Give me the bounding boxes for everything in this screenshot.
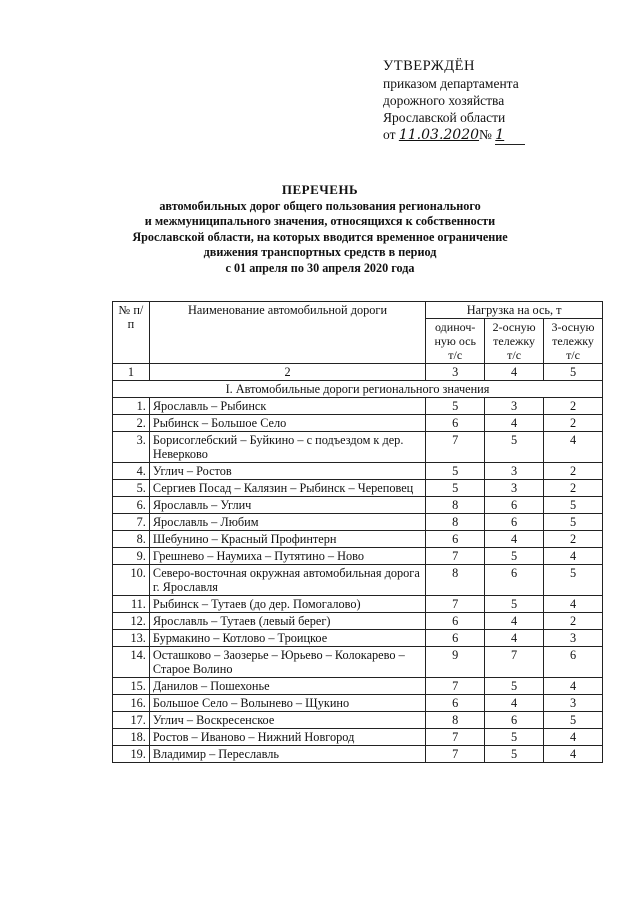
approval-dateline — [383, 126, 623, 145]
load-triple-axle: 4 — [544, 729, 603, 746]
table-row — [113, 531, 603, 548]
load-single-axle: 6 — [426, 531, 485, 548]
load-single-axle: 7 — [426, 432, 485, 463]
road-name: Ярославль – Тутаев (левый берег) — [149, 613, 425, 630]
table-row — [113, 712, 603, 729]
column-number: 1 — [113, 364, 150, 381]
header-triple: 3-осную тележку т/с — [544, 319, 603, 364]
load-triple-axle: 2 — [544, 415, 603, 432]
load-double-axle: 5 — [485, 432, 544, 463]
load-single-axle: 7 — [426, 746, 485, 763]
table-row — [113, 548, 603, 565]
load-single-axle: 7 — [426, 678, 485, 695]
load-double-axle: 6 — [485, 514, 544, 531]
load-double-axle: 3 — [485, 480, 544, 497]
load-triple-axle: 2 — [544, 531, 603, 548]
row-number: 3. — [113, 432, 150, 463]
approval-stamp — [383, 58, 623, 145]
road-name: Бурмакино – Котлово – Троицкое — [149, 630, 425, 647]
load-triple-axle: 4 — [544, 432, 603, 463]
row-number: 1. — [113, 398, 150, 415]
road-name: Рыбинск – Большое Село — [149, 415, 425, 432]
date-prefix: от — [383, 127, 396, 142]
road-name: Осташково – Заозерье – Юрьево – Колокарево – Старое Волино — [149, 647, 425, 678]
table-row — [113, 565, 603, 596]
approval-line-order: приказом департамента — [383, 76, 519, 91]
approval-heading: УТВЕРЖДЁН — [383, 58, 475, 74]
table-row — [113, 514, 603, 531]
header-single: одиноч-ную ось т/с — [426, 319, 485, 364]
load-single-axle: 7 — [426, 729, 485, 746]
load-single-axle: 7 — [426, 596, 485, 613]
road-name: Шебунино – Красный Профинтерн — [149, 531, 425, 548]
row-number: 2. — [113, 415, 150, 432]
column-number: 5 — [544, 364, 603, 381]
load-double-axle: 7 — [485, 647, 544, 678]
road-name: Сергиев Посад – Калязин – Рыбинск – Череповец — [149, 480, 425, 497]
load-triple-axle: 3 — [544, 695, 603, 712]
load-single-axle: 9 — [426, 647, 485, 678]
header-load: Нагрузка на ось, т — [426, 302, 603, 319]
column-number: 4 — [485, 364, 544, 381]
load-double-axle: 4 — [485, 630, 544, 647]
load-triple-axle: 4 — [544, 678, 603, 695]
title-line: Ярославской области, на которых вводится временное ограничение — [132, 229, 508, 244]
table-row — [113, 613, 603, 630]
table-row — [113, 729, 603, 746]
table-row — [113, 398, 603, 415]
load-triple-axle: 3 — [544, 630, 603, 647]
column-number: 3 — [426, 364, 485, 381]
load-triple-axle: 2 — [544, 613, 603, 630]
load-double-axle: 5 — [485, 746, 544, 763]
title-line: с 01 апреля по 30 апреля 2020 года — [225, 260, 415, 275]
header-num: № п/п — [113, 302, 150, 364]
section-heading: I. Автомобильные дороги регионального значения — [113, 381, 603, 398]
load-triple-axle: 4 — [544, 596, 603, 613]
load-double-axle: 5 — [485, 548, 544, 565]
load-single-axle: 6 — [426, 613, 485, 630]
table-row — [113, 497, 603, 514]
row-number: 14. — [113, 647, 150, 678]
load-single-axle: 5 — [426, 463, 485, 480]
row-number: 18. — [113, 729, 150, 746]
road-name: Данилов – Пошехонье — [149, 678, 425, 695]
number-label: № — [479, 127, 492, 142]
row-number: 12. — [113, 613, 150, 630]
approval-number: 1 — [495, 127, 505, 143]
road-name: Борисоглебский – Буйкино – с подъездом к дер. Неверково — [149, 432, 425, 463]
load-triple-axle: 5 — [544, 497, 603, 514]
road-name: Ростов – Иваново – Нижний Новгород — [149, 729, 425, 746]
load-double-axle: 3 — [485, 398, 544, 415]
load-double-axle: 5 — [485, 596, 544, 613]
table-row — [113, 432, 603, 463]
table-row — [113, 630, 603, 647]
load-double-axle: 3 — [485, 463, 544, 480]
row-number: 4. — [113, 463, 150, 480]
road-name: Владимир – Переславль — [149, 746, 425, 763]
road-name: Северо-восточная окружная автомобильная дорога г. Ярославля — [149, 565, 425, 596]
table-row — [113, 480, 603, 497]
approval-line-department: дорожного хозяйства — [383, 93, 505, 108]
road-name: Углич – Воскресенское — [149, 712, 425, 729]
road-name: Большое Село – Волынево – Щукино — [149, 695, 425, 712]
load-double-axle: 4 — [485, 531, 544, 548]
load-double-axle: 5 — [485, 729, 544, 746]
table-row — [113, 678, 603, 695]
table-row — [113, 746, 603, 763]
table-row — [113, 415, 603, 432]
approval-date: 11.03.2020 — [398, 127, 480, 143]
row-number: 17. — [113, 712, 150, 729]
load-single-axle: 8 — [426, 514, 485, 531]
title-line: автомобильных дорог общего пользования регионального — [159, 198, 481, 213]
load-double-axle: 6 — [485, 712, 544, 729]
load-triple-axle: 5 — [544, 712, 603, 729]
load-single-axle: 6 — [426, 415, 485, 432]
table-row — [113, 647, 603, 678]
load-single-axle: 6 — [426, 630, 485, 647]
row-number: 9. — [113, 548, 150, 565]
road-name: Рыбинск – Тутаев (до дер. Помогалово) — [149, 596, 425, 613]
load-double-axle: 4 — [485, 695, 544, 712]
load-triple-axle: 5 — [544, 565, 603, 596]
road-name: Ярославль – Любим — [149, 514, 425, 531]
row-number: 10. — [113, 565, 150, 596]
table-row — [113, 463, 603, 480]
row-number: 6. — [113, 497, 150, 514]
header-name: Наименование автомобильной дороги — [149, 302, 425, 364]
road-name: Ярославль – Рыбинск — [149, 398, 425, 415]
approval-line-region: Ярославской области — [383, 110, 506, 125]
row-number: 16. — [113, 695, 150, 712]
row-number: 19. — [113, 746, 150, 763]
road-name: Ярославль – Углич — [149, 497, 425, 514]
load-triple-axle: 4 — [544, 746, 603, 763]
row-number: 5. — [113, 480, 150, 497]
column-number: 2 — [149, 364, 425, 381]
load-single-axle: 8 — [426, 712, 485, 729]
table-row — [113, 695, 603, 712]
table-row — [113, 596, 603, 613]
load-triple-axle: 2 — [544, 480, 603, 497]
row-number: 11. — [113, 596, 150, 613]
roads-table — [112, 301, 603, 763]
load-single-axle: 5 — [426, 398, 485, 415]
load-triple-axle: 6 — [544, 647, 603, 678]
row-number: 7. — [113, 514, 150, 531]
load-triple-axle: 2 — [544, 463, 603, 480]
header-double: 2-осную тележку т/с — [485, 319, 544, 364]
row-number: 15. — [113, 678, 150, 695]
title-main: ПЕРЕЧЕНЬ — [281, 182, 359, 197]
load-single-axle: 7 — [426, 548, 485, 565]
load-double-axle: 6 — [485, 497, 544, 514]
road-name: Грешнево – Наумиха – Путятино – Ново — [149, 548, 425, 565]
load-triple-axle: 2 — [544, 398, 603, 415]
load-double-axle: 4 — [485, 415, 544, 432]
load-single-axle: 5 — [426, 480, 485, 497]
load-single-axle: 8 — [426, 565, 485, 596]
load-triple-axle: 4 — [544, 548, 603, 565]
road-name: Углич – Ростов — [149, 463, 425, 480]
load-double-axle: 5 — [485, 678, 544, 695]
load-double-axle: 6 — [485, 565, 544, 596]
load-double-axle: 4 — [485, 613, 544, 630]
title-line: движения транспортных средств в период — [203, 245, 437, 259]
load-single-axle: 8 — [426, 497, 485, 514]
row-number: 8. — [113, 531, 150, 548]
row-number: 13. — [113, 630, 150, 647]
load-triple-axle: 5 — [544, 514, 603, 531]
document-title — [100, 182, 540, 276]
title-line: и межмуниципального значения, относящихся к собственности — [144, 214, 496, 228]
load-single-axle: 6 — [426, 695, 485, 712]
